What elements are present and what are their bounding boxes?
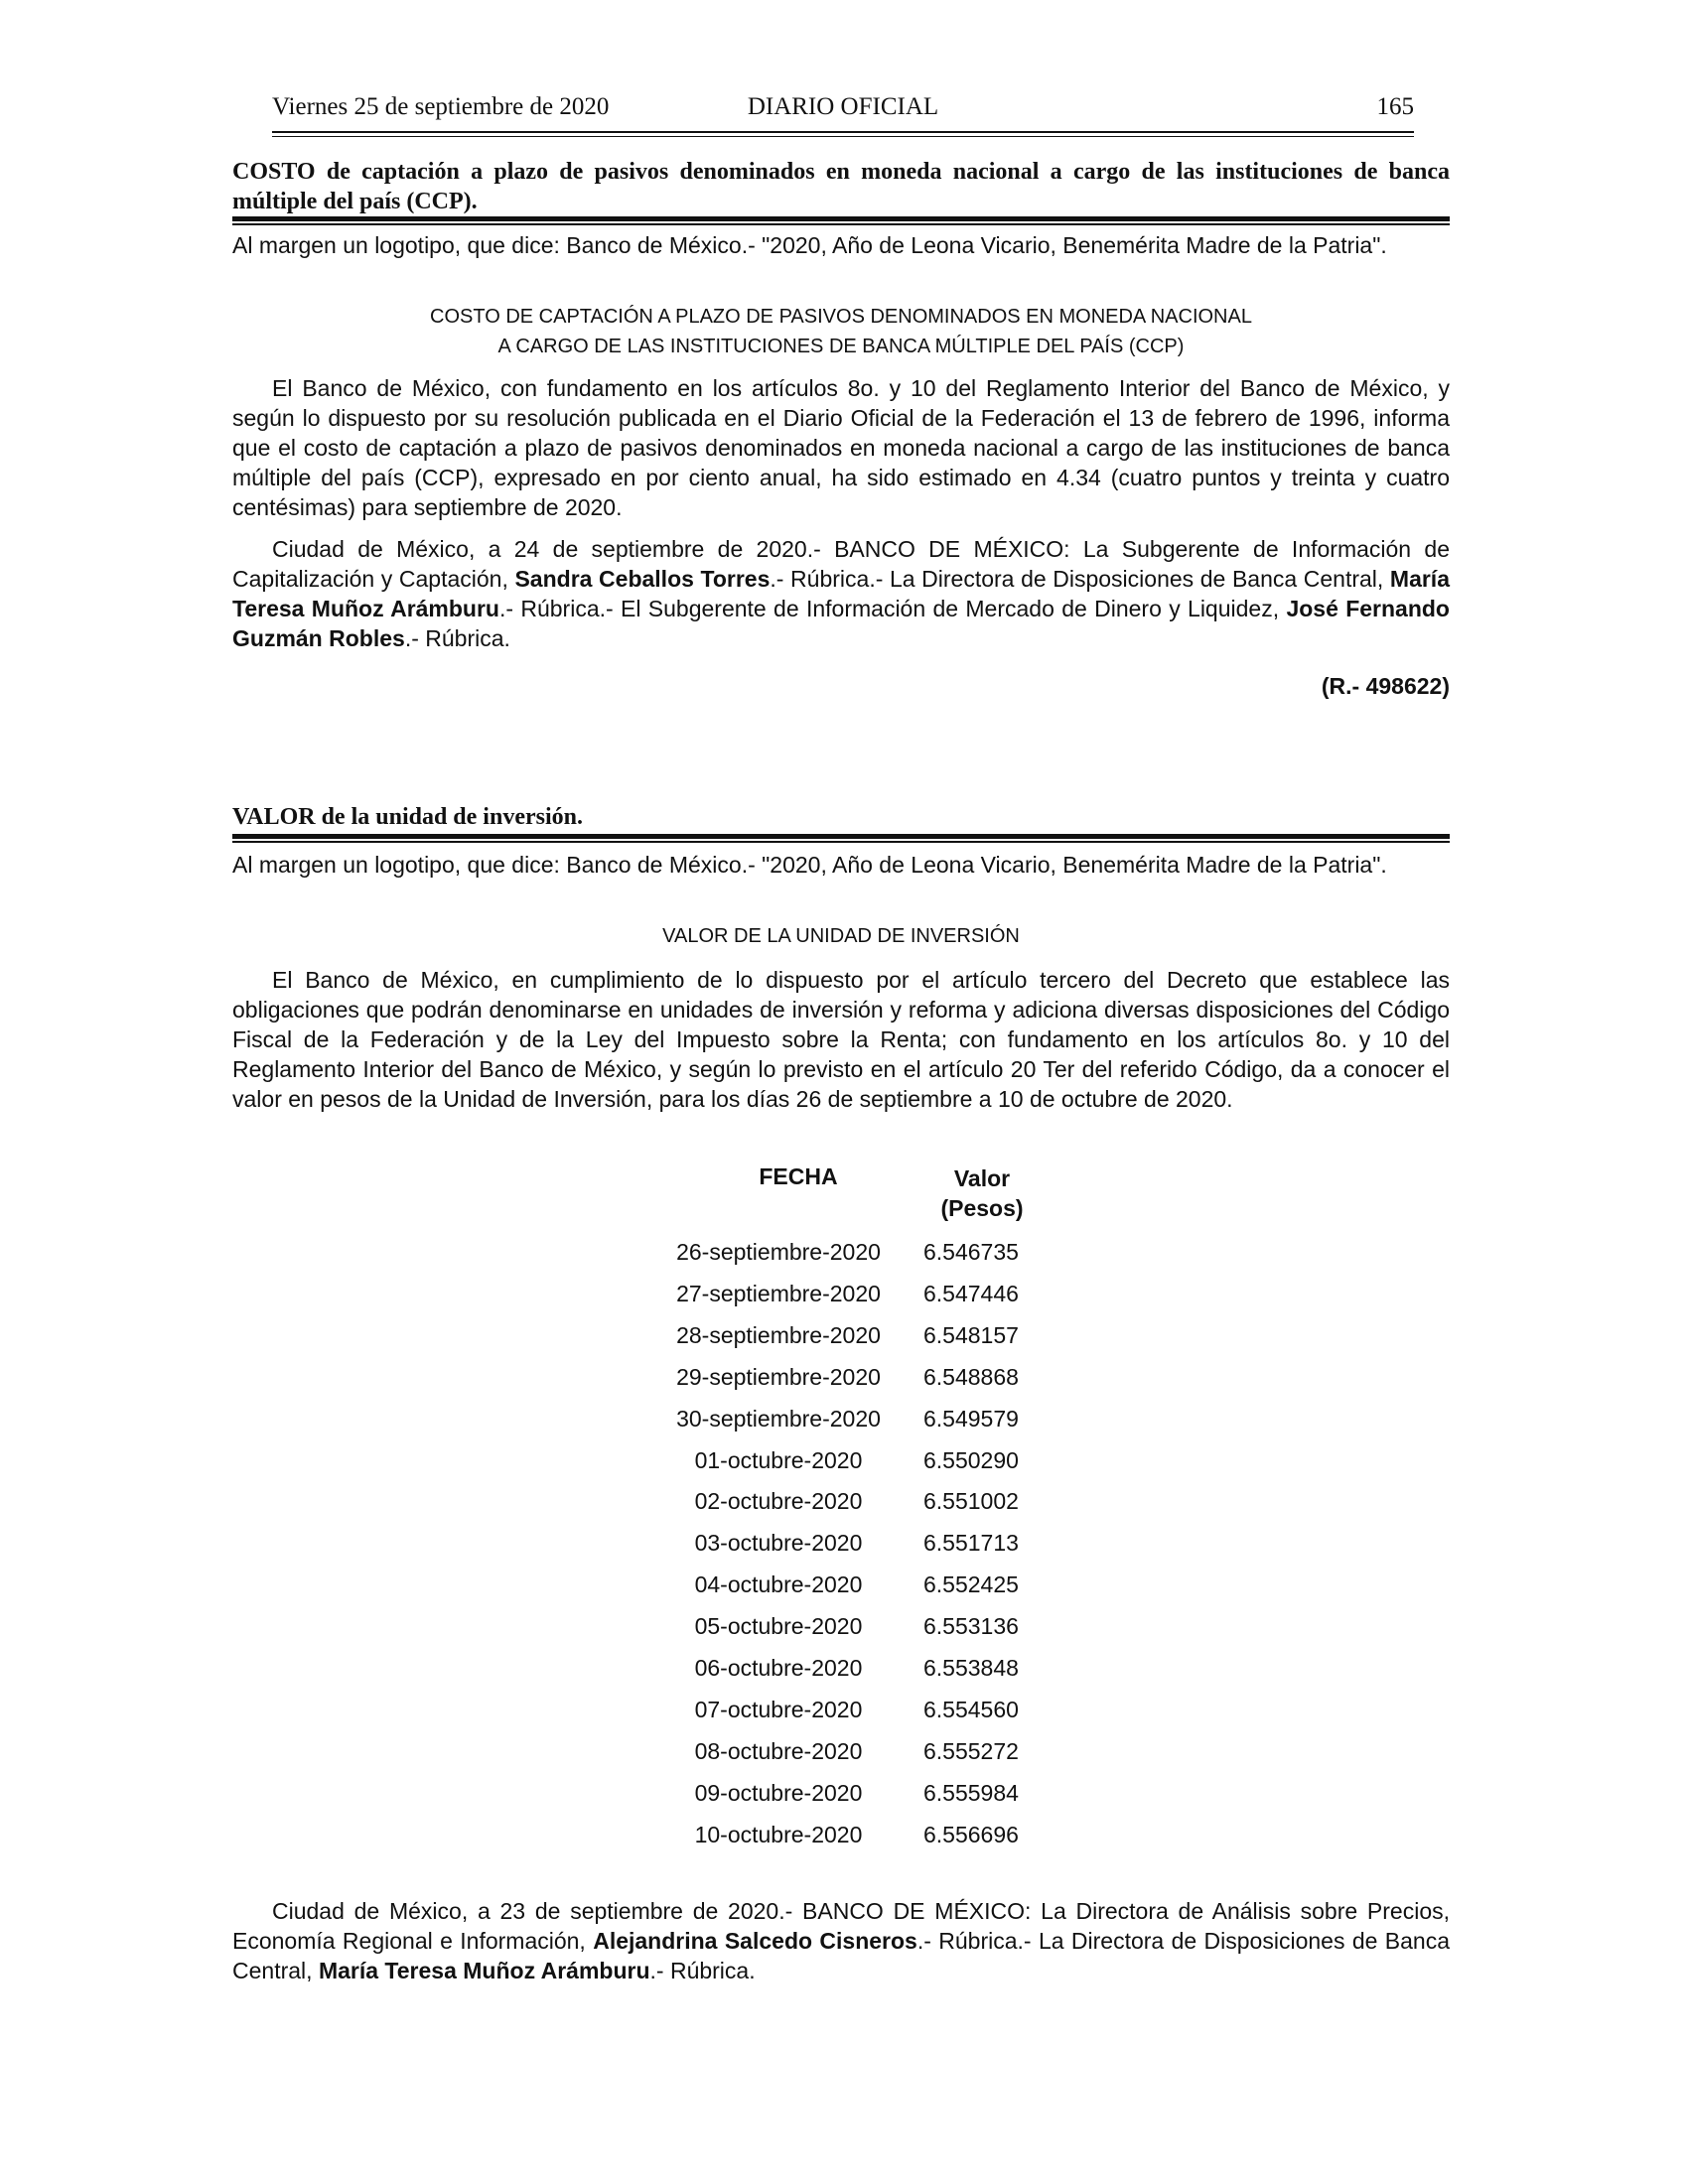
cell-valor: 6.547446 bbox=[923, 1280, 1019, 1306]
header-date: Viernes 25 de septiembre de 2020 bbox=[272, 93, 610, 120]
cell-fecha: 01-octubre-2020 bbox=[694, 1446, 863, 1473]
section1-title: COSTO de captación a plazo de pasivos denominados en moneda nacional a cargo de las instituciones de banca múltiple del país (CCP). bbox=[232, 159, 1450, 214]
cell-fecha: 27-septiembre-2020 bbox=[676, 1280, 881, 1306]
section1-heading-line1: COSTO DE CAPTACIÓN A PLAZO DE PASIVOS DENOMINADOS EN MONEDA NACIONAL bbox=[430, 306, 1252, 328]
column-header-valor-line2: (Pesos) bbox=[940, 1195, 1024, 1221]
section1-sign-text: .- Rúbrica. bbox=[404, 625, 510, 651]
section2-body: El Banco de México, en cumplimiento de lo dispuesto por el artículo tercero del Decreto que establece las obligaciones que podrán denominarse en unidades de inversión y reforma y adiciona diversas disposiciones del Código Fiscal de la Federación y de la Ley del Impuesto sobre la Renta; con fundamento en los artículos 8o. y 10 del Reglamento Interior del Banco de México, y según lo previsto en el artículo 20 Ter del referido Código, da a conocer el valor en pesos de la Unidad de Inversión, para los días 26 de septiembre a 10 de octubre de 2020. bbox=[232, 967, 1450, 1112]
table-row bbox=[232, 1239, 1450, 1281]
cell-fecha: 28-septiembre-2020 bbox=[676, 1321, 881, 1348]
cell-valor: 6.552425 bbox=[923, 1571, 1019, 1598]
section2-heading: VALOR DE LA UNIDAD DE INVERSIÓN bbox=[662, 925, 1020, 947]
cell-fecha: 30-septiembre-2020 bbox=[676, 1405, 881, 1432]
section1-heading-line2: A CARGO DE LAS INSTITUCIONES DE BANCA MÚLTIPLE DEL PAÍS (CCP) bbox=[497, 336, 1185, 357]
table-row bbox=[232, 1488, 1450, 1530]
table-row bbox=[232, 1322, 1450, 1364]
column-header-valor bbox=[908, 1163, 1056, 1223]
signatory-name: María Teresa Muñoz Arámburu bbox=[232, 566, 1450, 621]
cell-fecha: 05-octubre-2020 bbox=[694, 1613, 863, 1640]
header-publication: DIARIO OFICIAL bbox=[747, 93, 939, 120]
cell-fecha: 29-septiembre-2020 bbox=[676, 1363, 881, 1390]
section1-margin-note: Al margen un logotipo, que dice: Banco de México.- "2020, Año de Leona Vicario, Benemérita Madre de la Patria". bbox=[232, 232, 1387, 258]
cell-valor: 6.555272 bbox=[923, 1737, 1019, 1764]
cell-fecha: 07-octubre-2020 bbox=[694, 1696, 863, 1722]
header-rule bbox=[272, 131, 1414, 137]
cell-valor: 6.548868 bbox=[923, 1363, 1019, 1390]
section2-sign-text: .- Rúbrica.- La Directora de Disposiciones de Banca Central, bbox=[232, 1928, 1450, 1983]
table-row bbox=[232, 1571, 1450, 1613]
section1-sign-text: Ciudad de México, a 24 de septiembre de 2020.- BANCO DE MÉXICO: La Subgerente de Información de Capitalización y Captación, bbox=[232, 536, 1450, 592]
cell-valor: 6.556696 bbox=[923, 1821, 1019, 1847]
section1-divider bbox=[232, 216, 1450, 225]
cell-valor: 6.555984 bbox=[923, 1779, 1019, 1806]
section2-divider bbox=[232, 834, 1450, 843]
udi-table bbox=[232, 1163, 1450, 1878]
cell-valor: 6.553136 bbox=[923, 1613, 1019, 1640]
table-row bbox=[232, 1780, 1450, 1822]
table-row bbox=[232, 1822, 1450, 1863]
cell-fecha: 10-octubre-2020 bbox=[694, 1821, 863, 1847]
cell-fecha: 06-octubre-2020 bbox=[694, 1655, 863, 1681]
cell-valor: 6.546735 bbox=[923, 1239, 1019, 1265]
table-row bbox=[232, 1364, 1450, 1406]
section1-body: El Banco de México, con fundamento en los artículos 8o. y 10 del Reglamento Interior del Banco de México, y según lo dispuesto por su resolución publicada en el Diario Oficial de la Federación el 13 de febrero de 1996, informa que el costo de captación a plazo de pasivos denominados en moneda nacional a cargo de las instituciones de banca múltiple del país (CCP), expresado en por ciento anual, ha sido estimado en 4.34 (cuatro puntos y treinta y cuatro centésimas) para septiembre de 2020. bbox=[232, 375, 1450, 520]
section1-reference: (R.- 498622) bbox=[1321, 673, 1450, 699]
section2-sign-text: .- Rúbrica. bbox=[649, 1958, 756, 1983]
cell-fecha: 08-octubre-2020 bbox=[694, 1737, 863, 1764]
section2-signatures bbox=[232, 1896, 1450, 1985]
running-header bbox=[272, 93, 1414, 133]
cell-fecha: 04-octubre-2020 bbox=[694, 1571, 863, 1598]
section2-title: VALOR de la unidad de inversión. bbox=[232, 804, 583, 830]
cell-fecha: 03-octubre-2020 bbox=[694, 1530, 863, 1557]
section2-margin-note: Al margen un logotipo, que dice: Banco de México.- "2020, Año de Leona Vicario, Benemérita Madre de la Patria". bbox=[232, 852, 1387, 878]
cell-valor: 6.550290 bbox=[923, 1446, 1019, 1473]
signatory-name: Alejandrina Salcedo Cisneros bbox=[593, 1928, 917, 1954]
cell-valor: 6.548157 bbox=[923, 1321, 1019, 1348]
table-row bbox=[232, 1447, 1450, 1489]
table-row bbox=[232, 1406, 1450, 1447]
column-header-valor-line1: Valor bbox=[953, 1165, 1011, 1191]
section2-sign-text: Ciudad de México, a 23 de septiembre de 2020.- BANCO DE MÉXICO: La Directora de Análisis sobre Precios, Economía Regional e Información, bbox=[232, 1898, 1450, 1954]
table-row bbox=[232, 1655, 1450, 1697]
section1-signatures bbox=[232, 534, 1450, 653]
cell-fecha: 02-octubre-2020 bbox=[694, 1488, 863, 1515]
table-row bbox=[232, 1613, 1450, 1655]
table-row bbox=[232, 1697, 1450, 1738]
cell-valor: 6.551713 bbox=[923, 1530, 1019, 1557]
cell-valor: 6.549579 bbox=[923, 1405, 1019, 1432]
cell-valor: 6.554560 bbox=[923, 1696, 1019, 1722]
section1-sign-text: .- Rúbrica.- La Directora de Disposiciones de Banca Central, bbox=[770, 566, 1390, 592]
signatory-name: Sandra Ceballos Torres bbox=[514, 566, 771, 592]
signatory-name: María Teresa Muñoz Arámburu bbox=[318, 1958, 650, 1983]
table-row bbox=[232, 1530, 1450, 1571]
cell-valor: 6.553848 bbox=[923, 1655, 1019, 1681]
table-row bbox=[232, 1738, 1450, 1780]
cell-valor: 6.551002 bbox=[923, 1488, 1019, 1515]
section1-sign-text: .- Rúbrica.- El Subgerente de Información de Mercado de Dinero y Liquidez, bbox=[498, 596, 1287, 621]
cell-fecha: 26-septiembre-2020 bbox=[676, 1239, 881, 1265]
table-row bbox=[232, 1281, 1450, 1322]
cell-fecha: 09-octubre-2020 bbox=[694, 1779, 863, 1806]
header-page-number: 165 bbox=[1376, 93, 1414, 120]
column-header-fecha: FECHA bbox=[759, 1163, 838, 1189]
signatory-name: José Fernando Guzmán Robles bbox=[232, 596, 1450, 651]
